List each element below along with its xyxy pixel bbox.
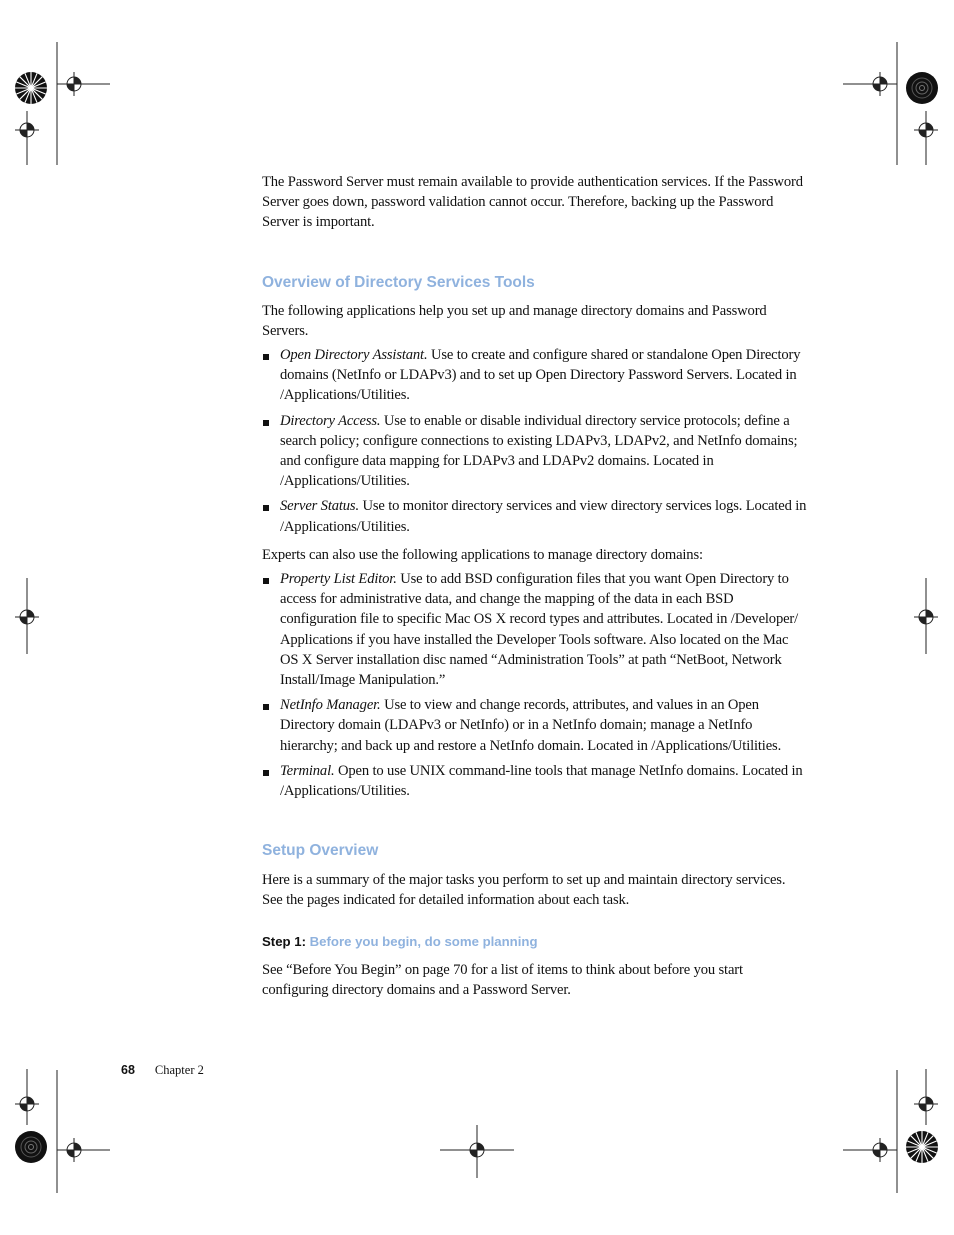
step-1-label: Step 1: <box>262 933 306 949</box>
page-body <box>262 172 807 1000</box>
intro-paragraph: The Password Server must remain available to provide authentication services. If the Password Server goes down, password validation cannot occur. Therefore, backing up the Password Server is important. <box>262 174 803 231</box>
expert-tools-list <box>262 569 807 801</box>
step-1-heading <box>262 933 807 951</box>
section-heading-tools: Overview of Directory Services Tools <box>262 273 535 291</box>
section-heading-setup: Setup Overview <box>262 842 379 860</box>
list-item: Terminal. Open to use UNIX command-line tools that manage NetInfo domains. Located in /Applications/Utilities. <box>262 761 807 801</box>
step-1-paragraph: See “Before You Begin” on page 70 for a list of items to think about before you start configuring directory domains and a Password Server. <box>262 961 743 998</box>
tools-list <box>262 345 807 537</box>
list-item: Open Directory Assistant. Use to create and configure shared or standalone Open Directory domains (NetInfo or LDAPv3) and to set up Open Directory Password Servers. Located in /Applications/Utilities. <box>262 345 807 406</box>
tools-lead-paragraph: The following applications help you set up and manage directory domains and Password Servers. <box>262 302 767 339</box>
list-item: Property List Editor. Use to add BSD configuration files that you want Open Directory to access for administrative data, and change the mapping of the data in each BSD configuration file to specific Mac OS X record types and attributes. Located in /Developer/ Applications if you have installed the Developer Tools software. Also located on the Mac OS X Server installation disc named “Administration Tools” at path “NetBoot, Network Install/Image Manipulation.” <box>262 569 807 690</box>
list-item: Server Status. Use to monitor directory services and view directory services logs. Located in /Applications/Utilities. <box>262 496 807 536</box>
list-item: Directory Access. Use to enable or disable individual directory service protocols; define a search policy; configure connections to existing LDAPv3, LDAPv2, and NetInfo domains; and configure data mapping for LDAPv3 and LDAPv2 domains. Located in /Applications/Utilities. <box>262 411 807 492</box>
experts-lead-paragraph: Experts can also use the following applications to manage directory domains: <box>262 546 703 563</box>
list-item: NetInfo Manager. Use to view and change records, attributes, and values in an Open Directory domain (LDAPv3 or NetInfo) or in a NetInfo domain; manage a NetInfo hierarchy; and back up and restore a NetInfo domain. Located in /Applications/Utilities. <box>262 695 807 756</box>
step-1-title: Before you begin, do some planning <box>309 933 538 949</box>
page-number: 68 <box>121 1063 135 1077</box>
page-footer <box>121 1063 204 1078</box>
setup-lead-paragraph: Here is a summary of the major tasks you perform to set up and maintain directory services. See the pages indicated for detailed information about each task. <box>262 872 786 909</box>
chapter-label: Chapter 2 <box>154 1063 204 1077</box>
